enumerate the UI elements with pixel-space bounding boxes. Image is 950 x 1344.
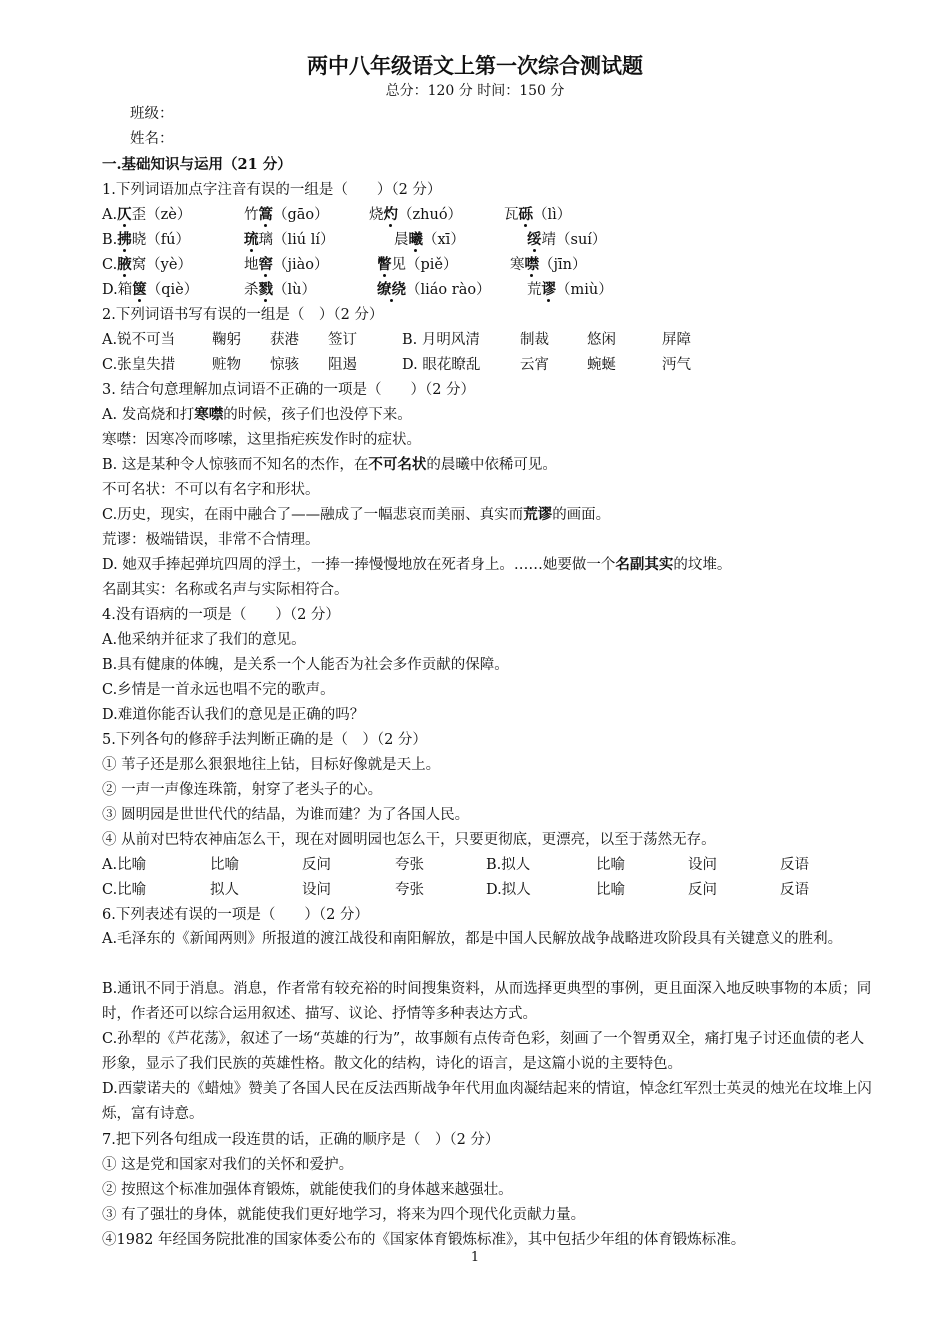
q5-sentence-2: ② 一声一声像连珠箭，射穿了老头子的心。 bbox=[102, 782, 383, 798]
page-title: 两中八年级语文上第一次综合测试题 bbox=[307, 53, 643, 78]
question-2: 2.下列词语书写有误的一组是（ ）（2 分） bbox=[102, 307, 384, 323]
score-time: 总分：120 分 时间：150 分 bbox=[385, 83, 565, 99]
q4-option-c: C.乡情是一首永远也唱不完的歌声。 bbox=[102, 682, 335, 698]
dotted-char: 拂 bbox=[117, 231, 132, 248]
dotted-char: 砾 bbox=[518, 206, 533, 223]
q6-option-b: B.通讯不同于消息。消息，作者常有较充裕的时间搜集资料，从而选择更典型的事例，更且面深入地反映事物的本质；同时，作者还可以综合运用叙述、描写、议论、抒情等多种表达方式。 bbox=[102, 981, 872, 1022]
q6-option-a: A.毛泽东的《新闻两则》所报道的渡江战役和南阳解放，都是中国人民解放战争战略进攻阶段具有关键意义的胜利。 bbox=[102, 931, 843, 947]
question-5: 5.下列各句的修辞手法判断正确的是（ ）（2 分） bbox=[102, 732, 427, 748]
question-7: 7.把下列各句组成一段连贯的话，正确的顺序是（ ）（2 分） bbox=[102, 1132, 500, 1148]
q7-sentence-4: ④1982 年经国务院批准的国家体委公布的《国家体育锻炼标准》，其中包括少年组的体育锻炼标准。 bbox=[102, 1232, 746, 1248]
q5-sentence-3: ③ 圆明园是世世代代的结晶，为谁而建？为了各国人民。 bbox=[102, 807, 470, 823]
q4-option-a: A.他采纳并征求了我们的意见。 bbox=[102, 632, 306, 648]
dotted-char: 箧 bbox=[132, 281, 147, 298]
q7-sentence-3: ③ 有了强壮的身体，就能使我们更好地学习，将来为四个现代化贡献力量。 bbox=[102, 1207, 586, 1223]
question-6: 6.下列表述有误的一项是（ ）（2 分） bbox=[102, 907, 369, 923]
q3-note-b: 不可名状：不可以有名字和形状。 bbox=[102, 482, 320, 498]
dotted-char: 仄 bbox=[117, 206, 132, 223]
q6-option-d: D.西蒙诺夫的《蜡烛》赞美了各国人民在反法西斯战争年代用血肉凝结起来的情谊，悼念红军烈士英灵的烛光在坟堆上闪烁，富有诗意。 bbox=[102, 1081, 872, 1122]
q3-note-d: 名副其实：名称或名声与实际相符合。 bbox=[102, 582, 349, 598]
class-field: 班级： bbox=[130, 106, 174, 122]
q7-sentence-2: ② 按照这个标准加强体育锻炼，就能使我们的身体越来越强壮。 bbox=[102, 1182, 513, 1198]
q5-sentence-4: ④ 从前对巴特农神庙怎么干，现在对圆明园也怎么干，只要更彻底，更漂亮，以至于荡然无存。 bbox=[102, 832, 716, 848]
dotted-char: 谬 bbox=[541, 281, 556, 298]
q3-note-c: 荒谬：极端错误，非常不合情理。 bbox=[102, 532, 320, 548]
name-field: 姓名： bbox=[130, 131, 174, 147]
dotted-char: 噤 bbox=[524, 256, 539, 273]
q3-option-a: A. 发高烧和打寒噤的时候，孩子们也没停下来。 bbox=[102, 406, 412, 423]
dotted-char: 绥 bbox=[527, 231, 542, 248]
exam-page: 两中八年级语文上第一次综合测试题 总分：120 分 时间：150 分 班级： 姓名： 一.基础知识与运用（21 分） 1.下列词语加点字注音有误的一组是（ ）（2 分） A.仄歪（zè） 竹篙（gāo） 烧灼（zhuó） 瓦砾（lì） B.拂晓（fú） 琉璃（liú lí） 晨曦（xī） 绥靖（suí） C.腋窝（yè） 地窖（jiào） 瞥见（piě） 寒噤（jīn） D.箱箧（qiè） 杀戮（lù） 缭绕（liáo rào） 荒谬（miù） 2.下列词语书写有误的一组是（ ）（2 分） A.锐不可当 鞠躬 获港 签订 B. 月明风清 制裁 悠闲 屏障 C.张皇失措 赃物 惊骇 阻遏 D. 眼花瞭乱 云宵 蜿蜒 沔气 3. 结合句意理解加点词语不正确的一项是（ ）（2 分） A. 发高烧和打寒噤的时候，孩子们也没停下来。 寒噤：因寒冷而哆嗦，这里指疟疾发作时的症状。 B. 这是某种令人惊骇而不知名的杰作，在不可名状的晨曦中依稀可见。 不可名状：不可以有名字和形状。 C.历史，现实，在雨中融合了——融成了一幅悲哀而美丽、真实而荒谬的画面。 荒谬：极端错误，非常不合情理。 D. 她双手捧起弹坑四周的浮土，一捧一捧慢慢地放在死者身上。……她要做一个名副其实的坟堆。 名副其实：名称或名声与实际相符合。 4.没有语病的一项是（ ）（2 分） A.他采纳并征求了我们的意见。 B.具有健康的体魄，是关系一个人能否为社会多作贡献的保障。 C.乡情是一首永远也唱不完的歌声。 D.难道你能否认我们的意见是正确的吗？ 5.下列各句的修辞手法判断正确的是（ ）（2 分） ① 苇子还是那么狠狠地往上钻，目标好像就是天上。 ② 一声一声像连珠箭，射穿了老头子的心。 ③ 圆明园是世世代代的结晶，为谁而建？为了各国人民。 ④ 从前对巴特农神庙怎么干，现在对圆明园也怎么干，只要更彻底，更漂亮，以至于荡然无存。 A.比喻 比喻 反问 夸张 B.拟人 比喻 设问 反语 C.比喻 拟人 设问 夸张 D.拟人 比喻 反问 反语 6.下列表述有误的一项是（ ）（2 分） A.毛泽东的《新闻两则》所报道的渡江战役和南阳解放，都是中国人民解放战争战略进攻阶段具有关键意义的胜利。 B.通讯不同于消息。消息，作者常有较充裕的时间搜集资料，从而选择更典型的事例，更且面深入地反映事物的本质；同时，作者还可以综合运用叙述、描写、议论、抒情等多种表达方式。 C.孙犁的《芦花荡》，叙述了一场“英雄的行为”，故事颇有点传奇色彩，刻画了一个智勇双全，痛打鬼子讨还血债的老人形象，显示了我们民族的英雄性格。散文化的结构，诗化的语言，是这篇小说的主要特色。 D.西蒙诺夫的《蜡烛》赞美了各国人民在反法西斯战争年代用血肉凝结起来的情谊，悼念红军烈士英灵的烛光在坟堆上闪烁，富有诗意。 7.把下列各句组成一段连贯的话，正确的顺序是（ ）（2 分） ① 这是党和国家对我们的关怀和爱护。 ② 按照这个标准加强体育锻炼，就能使我们的身体越来越强壮。 ③ 有了强壮的身体，就能使我们更好地学习，将来为四个现代化贡献力量。 ④1982 年经国务院批准的国家体委公布的《国家体育锻炼标准》，其中包括少年组的体育锻炼标准。 1 bbox=[0, 0, 950, 1344]
dotted-char: 窖 bbox=[258, 256, 273, 273]
q4-option-b: B.具有健康的体魄，是关系一个人能否为社会多作贡献的保障。 bbox=[102, 657, 509, 673]
q5-sentence-1: ① 苇子还是那么狠狠地往上钻，目标好像就是天上。 bbox=[102, 757, 441, 773]
q4-option-d: D.难道你能否认我们的意见是正确的吗？ bbox=[102, 707, 365, 723]
question-1: 1.下列词语加点字注音有误的一组是（ ）（2 分） bbox=[102, 182, 442, 198]
question-3: 3. 结合句意理解加点词语不正确的一项是（ ）（2 分） bbox=[102, 382, 476, 398]
dotted-char: 戮 bbox=[258, 281, 273, 298]
dotted-char: 腋 bbox=[117, 256, 132, 273]
dotted-char: 曦 bbox=[408, 231, 423, 248]
q3-option-b: B. 这是某种令人惊骇而不知名的杰作，在不可名状的晨曦中依稀可见。 bbox=[102, 456, 557, 473]
dotted-char: 缭绕 bbox=[377, 281, 406, 298]
q3-note-a: 寒噤：因寒冷而哆嗦，这里指疟疾发作时的症状。 bbox=[102, 432, 421, 448]
q7-sentence-1: ① 这是党和国家对我们的关怀和爱护。 bbox=[102, 1157, 354, 1173]
question-4: 4.没有语病的一项是（ ）（2 分） bbox=[102, 607, 340, 623]
dotted-char: 篙 bbox=[258, 206, 273, 223]
dotted-char: 琉 bbox=[244, 231, 259, 248]
page-number: 1 bbox=[470, 1250, 480, 1265]
q3-option-c: C.历史，现实，在雨中融合了——融成了一幅悲哀而美丽、真实而荒谬的画面。 bbox=[102, 506, 611, 523]
q3-option-d: D. 她双手捧起弹坑四周的浮土，一捧一捧慢慢地放在死者身上。……她要做一个名副其实的坟堆。 bbox=[102, 556, 732, 573]
dotted-char: 瞥 bbox=[377, 256, 392, 273]
section-heading: 一.基础知识与运用（21 分） bbox=[102, 156, 292, 173]
dotted-char: 灼 bbox=[383, 206, 398, 223]
q6-option-c: C.孙犁的《芦花荡》，叙述了一场“英雄的行为”，故事颇有点传奇色彩，刻画了一个智勇双全，痛打鬼子讨还血债的老人形象，显示了我们民族的英雄性格。散文化的结构，诗化的语言，是这篇小说的主要特色。 bbox=[102, 1031, 865, 1072]
